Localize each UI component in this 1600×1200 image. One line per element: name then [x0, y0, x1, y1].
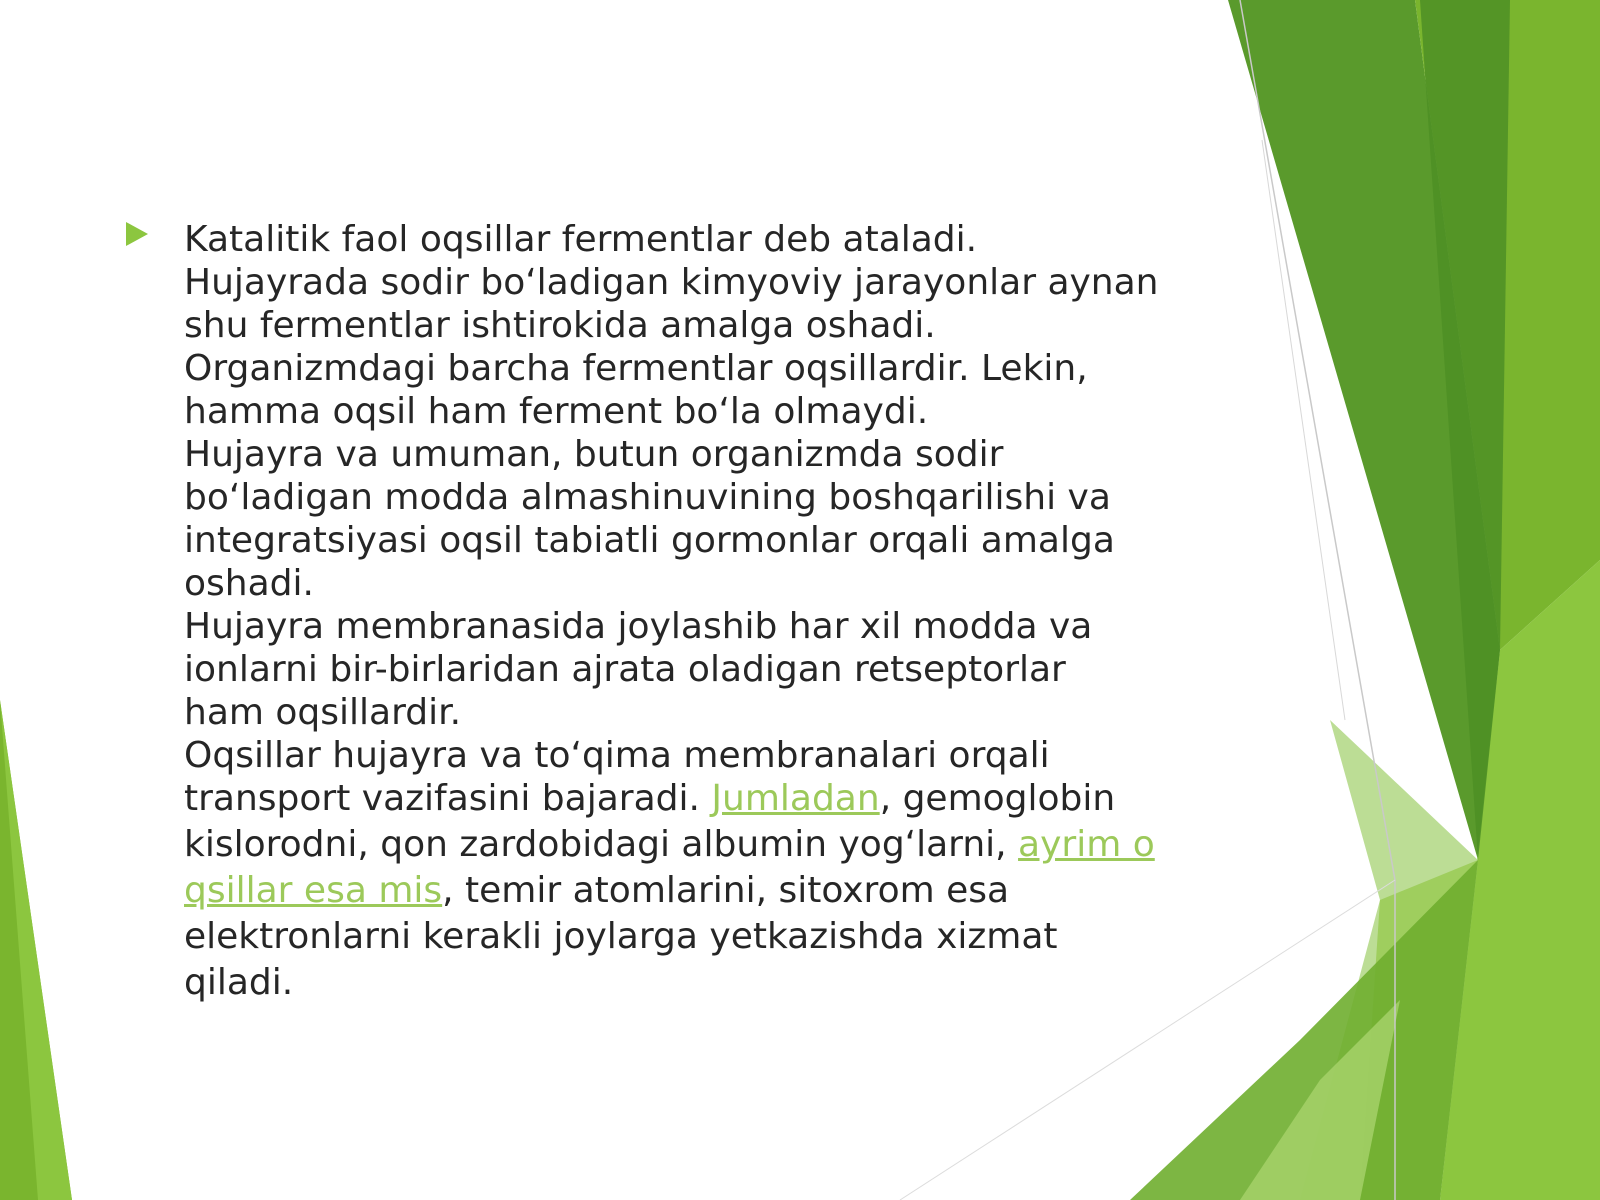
- text-line-temir: [184, 869, 1204, 912]
- text-fragment: kislorodni, qon zardobidagi albumin yog‘larni,: [184, 824, 1019, 865]
- text-line: Hujayra membranasida joylashib har xil modda va: [184, 606, 1093, 647]
- text-line: oshadi.: [184, 563, 314, 604]
- text-fragment: , gemoglobin: [879, 778, 1116, 819]
- text-line: Hujayrada sodir bo‘ladigan kimyoviy jarayonlar aynan: [184, 262, 1159, 303]
- text-line: ham oqsillardir.: [184, 692, 462, 733]
- text-line: Hujayra va umuman, butun organizmda sodir: [184, 434, 1004, 475]
- text-line: Katalitik faol oqsillar fermentlar deb ataladi.: [184, 219, 978, 260]
- text-line: elektronlarni kerakli joylarga yetkazishda xizmat: [184, 916, 1058, 957]
- slide-body: [124, 218, 1204, 1004]
- bullet-paragraph: [184, 218, 1204, 1004]
- text-line-transport: [184, 777, 1204, 820]
- ayrim-oqsillar-link-part2[interactable]: qsillar esa mis: [184, 870, 443, 911]
- text-fragment: transport vazifasini bajaradi.: [184, 778, 712, 819]
- text-line: ionlarni bir-birlaridan ajrata oladigan retseptorlar: [184, 649, 1066, 690]
- text-line: hamma oqsil ham ferment bo‘la olmaydi.: [184, 391, 929, 432]
- text-line: integratsiyasi oqsil tabiatli gormonlar orqali amalga: [184, 520, 1115, 561]
- text-fragment: , temir atomlarini, sitoxrom esa: [442, 870, 1010, 911]
- ayrim-oqsillar-link-part1[interactable]: ayrim o: [1018, 824, 1155, 865]
- triangle-bullet-icon: [126, 222, 148, 246]
- text-line-kislorod: [184, 820, 1204, 869]
- text-line: shu fermentlar ishtirokida amalga oshadi.: [184, 305, 936, 346]
- text-line: Oqsillar hujayra va to‘qima membranalari orqali: [184, 735, 1050, 776]
- bullet-item: [124, 218, 1204, 1004]
- text-line: Organizmdagi barcha fermentlar oqsillardir. Lekin,: [184, 348, 1088, 389]
- text-line: bo‘ladigan modda almashinuvining boshqarilishi va: [184, 477, 1111, 518]
- text-line: qiladi.: [184, 962, 294, 1003]
- jumladan-link[interactable]: Jumladan: [711, 778, 880, 819]
